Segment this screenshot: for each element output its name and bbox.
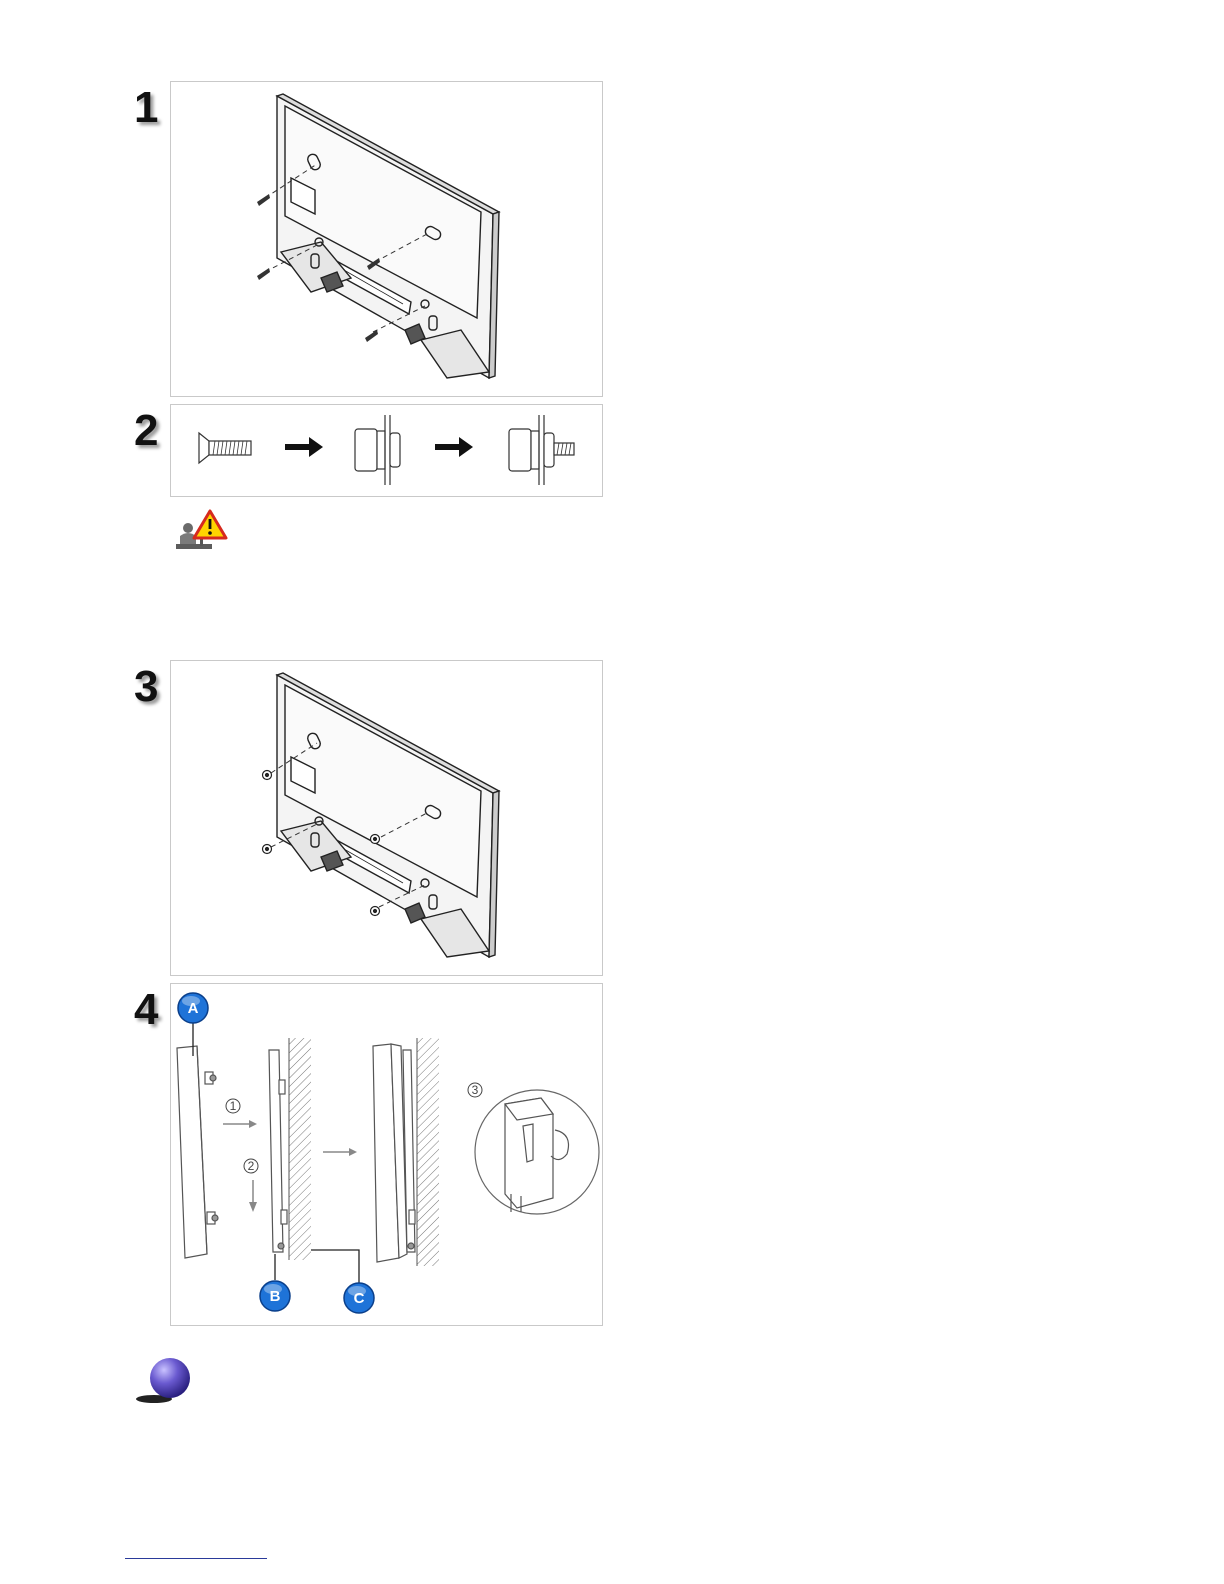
callout-step-2: 2 [247, 1159, 255, 1173]
bracket-with-screw-icon [509, 415, 574, 485]
callout-step-3: 3 [471, 1083, 479, 1097]
callout-step-1: 1 [229, 1099, 237, 1113]
svg-text:C: C [353, 1290, 365, 1307]
step-2-figure [170, 404, 603, 497]
tv-back-brackets-illustration [171, 661, 602, 975]
screw-assembly-illustration [171, 405, 602, 496]
screw-icon [199, 433, 251, 463]
wall-mount-illustration [171, 984, 602, 1325]
bottom-link-underline[interactable] [125, 1558, 267, 1559]
bracket-icon [355, 415, 400, 485]
callout-badge-b [260, 1281, 290, 1311]
callout-badge-c [344, 1283, 374, 1313]
svg-text:B: B [269, 1288, 281, 1305]
step-number-2: 2 [134, 406, 159, 455]
callout-badge-a [178, 993, 208, 1023]
step-number-1: 1 [134, 83, 159, 132]
step-1-figure [170, 81, 603, 397]
step-4-figure [170, 983, 603, 1326]
sphere-bullet-icon [134, 1356, 194, 1406]
step-3-figure [170, 660, 603, 976]
tv-back-screws-illustration [171, 82, 602, 396]
arrow-right-icon [285, 437, 323, 457]
warning-person-icon [174, 508, 228, 552]
arrow-right-icon [435, 437, 473, 457]
step-number-3: 3 [134, 662, 159, 711]
step-number-4: 4 [134, 985, 159, 1034]
svg-text:A: A [187, 1000, 199, 1017]
